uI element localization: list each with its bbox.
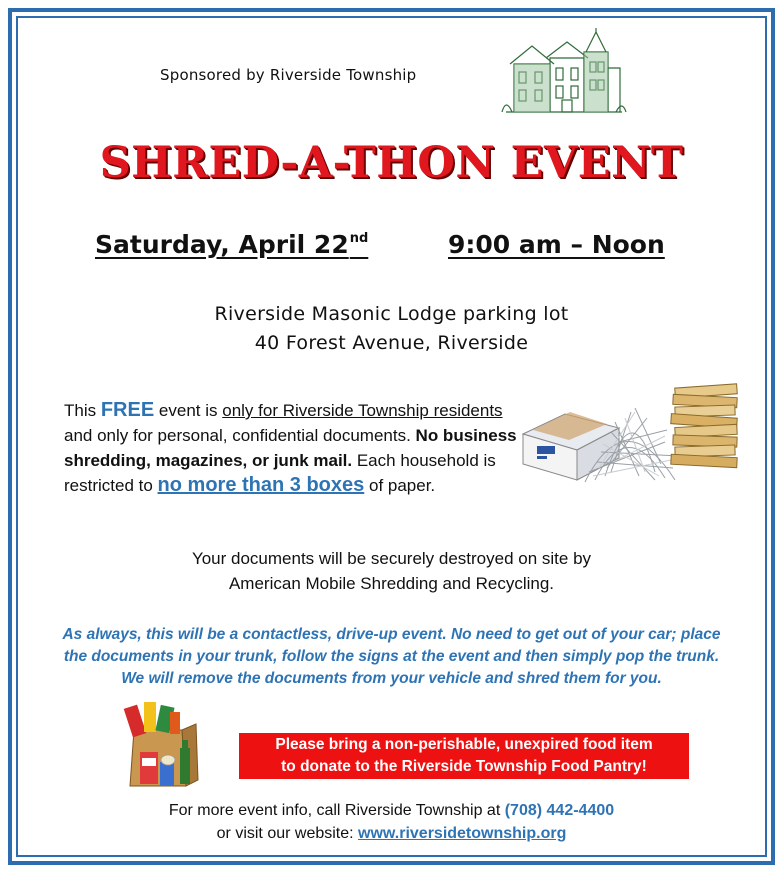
details-text-2: event is — [154, 401, 223, 420]
contact-phone-prefix: For more event info, call Riverside Township at — [168, 802, 505, 819]
event-title: SHRED-A-THON EVENT — [99, 138, 684, 188]
destroy-line-2: American Mobile Shredding and Recycling. — [228, 574, 555, 593]
details-text-1: This — [64, 401, 101, 420]
free-highlight: FREE — [100, 399, 155, 421]
destroy-notice — [0, 546, 783, 596]
contact-info — [0, 799, 783, 845]
contact-line-2 — [0, 822, 783, 845]
sponsor-text: Sponsored by Riverside Township — [160, 66, 417, 84]
destroy-line-1: Your documents will be securely destroyed on site by — [191, 549, 592, 568]
venue-name: Riverside Masonic Lodge parking lot — [214, 303, 569, 325]
website-link[interactable]: www.riversidetownship.org — [358, 825, 567, 842]
phone-number[interactable]: (708) 442-4400 — [504, 802, 615, 819]
event-date — [95, 230, 368, 259]
event-date-suffix: nd — [349, 231, 369, 246]
event-date-main: Saturday, April 22 — [95, 230, 349, 259]
residents-only-text: only for Riverside Township residents — [222, 401, 503, 420]
no-business-text: No business shredding, magazines, or junk mail. — [64, 426, 517, 470]
venue-address: 40 Forest Avenue, Riverside — [254, 332, 529, 354]
contactless-note: As always, this will be a contactless, drive-up event. No need to get out of your car; place the documents in your trunk, follow the signs at the event and then simply pop the trunk. We will remove the documents from your vehicle and shred them for you. — [62, 626, 721, 687]
event-time: 9:00 am – Noon — [448, 230, 665, 259]
township-hall-icon — [500, 28, 628, 114]
food-pantry-banner — [239, 733, 689, 779]
venue-block — [0, 300, 783, 358]
grocery-bag-icon — [120, 700, 210, 792]
event-details — [64, 398, 524, 498]
details-text-5: of paper. — [364, 476, 436, 495]
shredded-paper-illustration — [515, 372, 745, 487]
details-text-4: Each household is restricted to — [64, 451, 496, 495]
food-pantry-line-1: Please bring a non-perishable, unexpired food item — [275, 736, 653, 753]
contact-site-prefix: or visit our website: — [216, 825, 359, 842]
contact-line-1 — [0, 799, 783, 822]
box-limit-text: no more than 3 boxes — [157, 474, 365, 496]
food-pantry-line-2: to donate to the Riverside Township Food Pantry! — [281, 758, 647, 775]
details-text-3: and only for personal, confidential documents. — [64, 426, 416, 445]
